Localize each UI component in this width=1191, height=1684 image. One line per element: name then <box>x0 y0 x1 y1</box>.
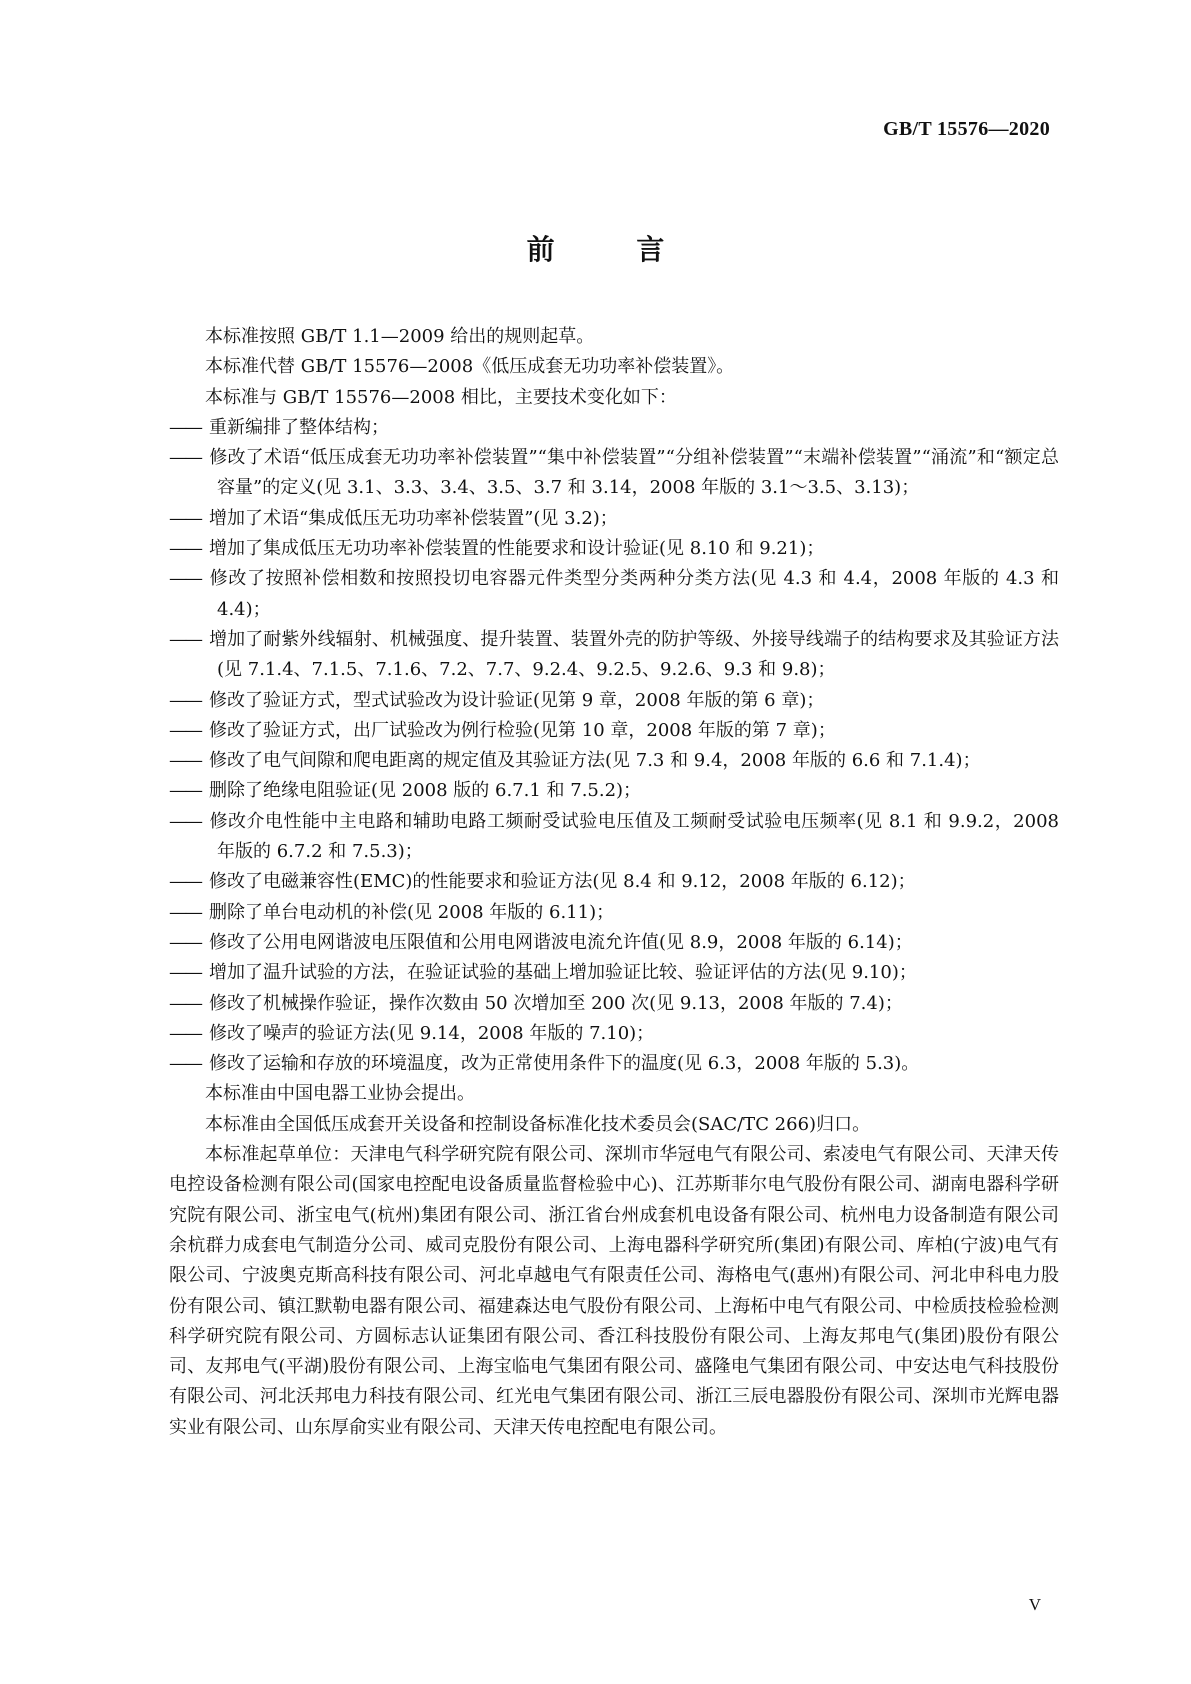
list-dash: —— <box>169 538 201 560</box>
intro-paragraph: 本标准代替 GB/T 15576—2008《低压成套无功功率补偿装置》。 <box>205 356 735 378</box>
change-item <box>169 776 1059 806</box>
change-text: 增加了术语“集成低压无功功率补偿装置”(见 3.2)； <box>209 507 618 529</box>
change-text: 修改了验证方式，出厂试验改为例行检验(见第 10 章，2008 年版的第 7 章)； <box>209 719 836 741</box>
change-text: 修改介电性能中主电路和辅助电路工频耐受试验电压值及工频耐受试验电压频率(见 8.1 和 9.9.2，2008 年版的 6.7.2 和 7.5.3)； <box>209 810 1059 863</box>
change-text: 修改了运输和存放的环境温度，改为正常使用条件下的温度(见 6.3，2008 年版的 5.3)。 <box>209 1053 920 1075</box>
list-dash: —— <box>169 719 201 741</box>
change-item <box>169 807 1059 868</box>
list-dash: —— <box>169 780 201 802</box>
change-item <box>169 928 1059 958</box>
list-dash: —— <box>169 810 201 832</box>
list-dash: —— <box>169 1022 201 1044</box>
change-item <box>169 686 1059 716</box>
change-text: 删除了绝缘电阻验证(见 2008 版的 6.7.1 和 7.5.2)； <box>209 780 642 802</box>
change-item <box>169 504 1059 534</box>
change-text: 修改了机械操作验证，操作次数由 50 次增加至 200 次(见 9.13，2008 年版的 7.4)； <box>209 992 903 1014</box>
change-item <box>169 989 1059 1019</box>
changes-list <box>169 413 1059 1080</box>
change-item <box>169 746 1059 776</box>
list-dash: —— <box>169 568 201 590</box>
change-text: 修改了电磁兼容性(EMC)的性能要求和验证方法(见 8.4 和 9.12，2008 年版的 6.12)； <box>209 871 916 893</box>
change-text: 增加了集成低压无功功率补偿装置的性能要求和设计验证(见 8.10 和 9.21)； <box>209 538 825 560</box>
list-dash: —— <box>169 447 201 469</box>
change-item <box>169 625 1059 686</box>
list-dash: —— <box>169 901 201 923</box>
change-item <box>169 564 1059 625</box>
list-dash: —— <box>169 962 201 984</box>
change-text: 修改了验证方式，型式试验改为设计验证(见第 9 章，2008 年版的第 6 章)； <box>209 689 825 711</box>
page-number: V <box>1028 1595 1041 1614</box>
page-title: 前 言 <box>526 233 701 266</box>
change-text: 修改了术语“低压成套无功功率补偿装置”“集中补偿装置”“分组补偿装置”“末端补偿装置”“涌流”和“额定总容量”的定义(见 3.1、3.3、3.4、3.5、3.7 和 3.14，2008 年版的 3.1～3.5、3.13)； <box>209 447 1059 499</box>
intro-paragraph: 本标准与 GB/T 15576—2008 相比，主要技术变化如下： <box>205 386 677 408</box>
list-dash: —— <box>169 1053 201 1075</box>
drafting-units-paragraph: 本标准起草单位：天津电气科学研究院有限公司、深圳市华冠电气有限公司、索凌电气有限公司、天津天传电控设备检测有限公司(国家电控配电设备质量监督检验中心)、江苏斯菲尔电气股份有限公司、湖南电器科学研究院有限公司、浙宝电气(杭州)集团有限公司、浙江省台州成套机电设备有限公司、杭州电力设备制造有限公司余杭群力成套电气制造分公司、威司克股份有限公司、上海电器科学研究所(集团)有限公司、库柏(宁波)电气有限公司、宁波奥克斯高科技有限公司、河北卓越电气有限责任公司、海格电气(惠州)有限公司、河北申科电力股份有限公司、镇江默勒电器有限公司、福建森达电气股份有限公司、上海柘中电气有限公司、中检质技检验检测科学研究院有限公司、方圆标志认证集团有限公司、香江科技股份有限公司、上海友邦电气(集团)股份有限公司、友邦电气(平湖)股份有限公司、上海宝临电气集团有限公司、盛隆电气集团有限公司、中安达电气科技股份有限公司、河北沃邦电力科技有限公司、红光电气集团有限公司、浙江三辰电器股份有限公司、深圳市光辉电器实业有限公司、山东厚俞实业有限公司、天津天传电控配电有限公司。 <box>169 1144 1059 1438</box>
change-text: 修改了电气间隙和爬电距离的规定值及其验证方法(见 7.3 和 9.4，2008 年版的 6.6 和 7.1.4)； <box>209 750 981 772</box>
standard-code: GB/T 15576—2020 <box>883 118 1050 140</box>
list-dash: —— <box>169 750 201 772</box>
change-text: 增加了耐紫外线辐射、机械强度、提升装置、装置外壳的防护等级、外接导线端子的结构要求及其验证方法(见 7.1.4、7.1.5、7.1.6、7.2、7.7、9.2.4、9.2.5、9.2.6、9.3 和 9.8)； <box>209 628 1059 681</box>
change-item <box>169 958 1059 988</box>
change-item <box>169 413 1059 443</box>
list-dash: —— <box>169 507 201 529</box>
foreword-body <box>169 322 1059 1443</box>
change-text: 修改了公用电网谐波电压限值和公用电网谐波电流允许值(见 8.9，2008 年版的 6.14)； <box>209 931 913 953</box>
list-dash: —— <box>169 628 201 650</box>
proposer-paragraph: 本标准由中国电器工业协会提出。 <box>205 1083 475 1105</box>
change-item <box>169 898 1059 928</box>
change-item <box>169 443 1059 504</box>
change-text: 删除了单台电动机的补偿(见 2008 年版的 6.11)； <box>209 901 615 923</box>
list-dash: —— <box>169 992 201 1014</box>
list-dash: —— <box>169 416 201 438</box>
intro-paragraph: 本标准按照 GB/T 1.1—2009 给出的规则起草。 <box>205 326 595 347</box>
change-text: 修改了噪声的验证方法(见 9.14，2008 年版的 7.10)； <box>209 1022 655 1044</box>
change-item <box>169 1019 1059 1049</box>
change-item <box>169 716 1059 746</box>
list-dash: —— <box>169 931 201 953</box>
change-item <box>169 534 1059 564</box>
change-text: 增加了温升试验的方法，在验证试验的基础上增加验证比较、验证评估的方法(见 9.10)； <box>209 962 917 984</box>
change-text: 重新编排了整体结构； <box>209 416 389 438</box>
change-item <box>169 867 1059 897</box>
change-text: 修改了按照补偿相数和按照投切电容器元件类型分类两种分类方法(见 4.3 和 4.4，2008 年版的 4.3 和 4.4)； <box>209 568 1059 620</box>
list-dash: —— <box>169 689 201 711</box>
committee-paragraph: 本标准由全国低压成套开关设备和控制设备标准化技术委员会(SAC/TC 266)归口。 <box>205 1113 871 1135</box>
list-dash: —— <box>169 871 201 893</box>
change-item <box>169 1049 1059 1079</box>
